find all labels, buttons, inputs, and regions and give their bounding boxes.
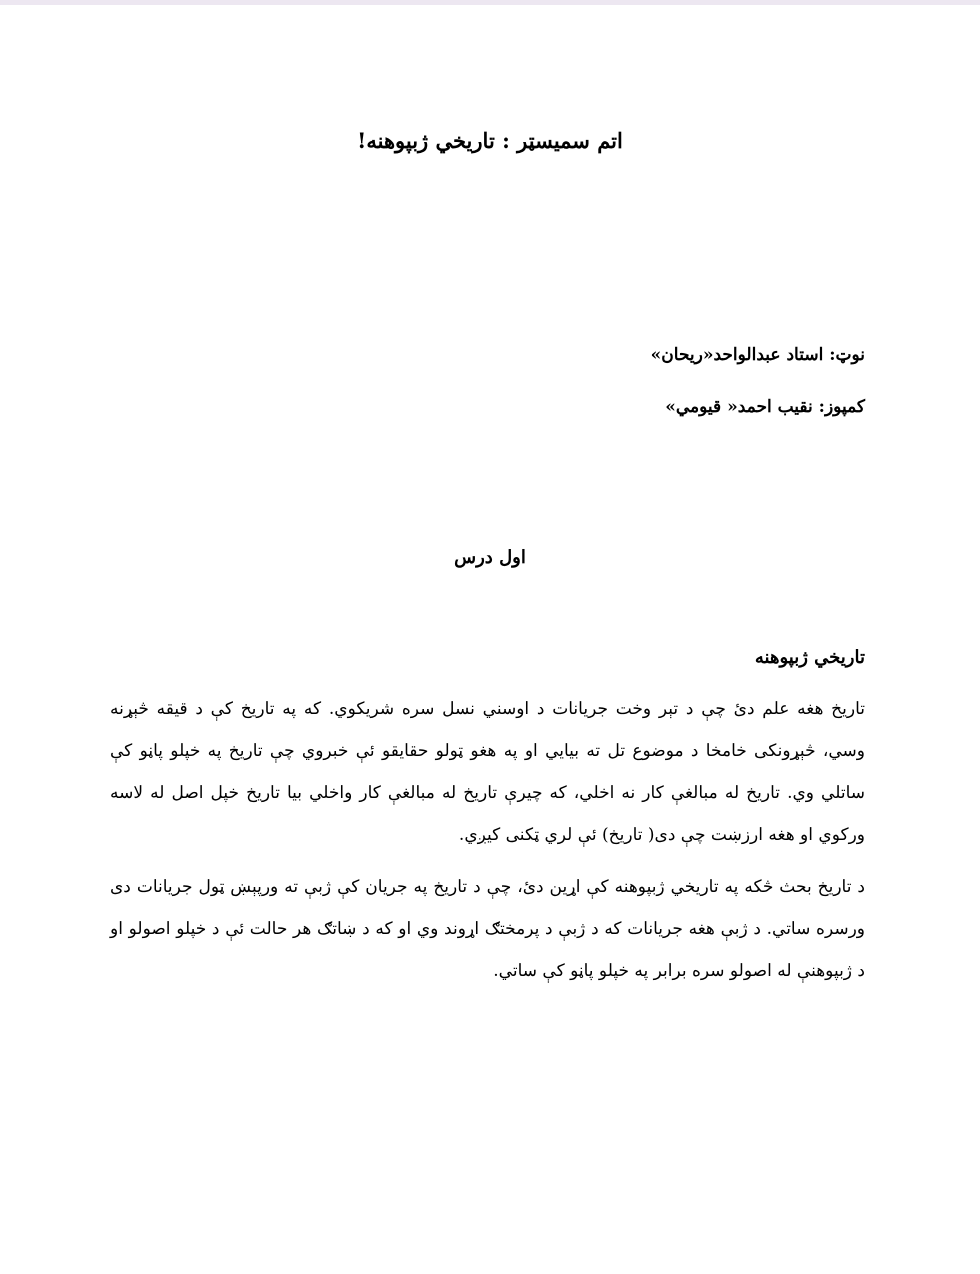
section-heading: تاریخي ژبپوهنه	[754, 647, 865, 668]
paragraph-1: تاریخ هغه علم دئ چې د تېر وخت جریانات د اوسني نسل سره شریکوي. که په تاریخ کې د قیقه څېړنه وسي، څېړونکی خامخا د موضوع تل ته بیایي او په هغو ټولو حقایقو ئې خبروي چې تاریخ په خپلو پاڼو کې ساتلي وي. تاریخ له مبالغې کار نه اخلي، که چیرې تاریخ له مبالغې کار واخلي بیا تاریخ خپل اصل له لاسه ورکوي او هغه ارزښت چې دی( تاریخ) ئې لري ټکنی کیږي.	[110, 699, 865, 845]
composer-line: کمپوز: نقیب احمد« قیومي»	[665, 397, 865, 417]
document-title: اتم سمیسټر : تاریخي ژبپوهنه!	[357, 128, 623, 153]
lesson-title: اول درس	[454, 547, 526, 568]
author-line: نوټ: استاد عبدالواحد«ریحان»	[650, 345, 865, 365]
paragraph-2: د تاریخ بحث څکه په تاریخي ژبپوهنه کې اړین دئ، چې د تاریخ په جریان کې ژبې ته ورپېښ ټول جریانات دی ورسره ساتي. د ژبې هغه جریانات که د ژبې د پرمختګ اړوند وي او که د ښاتګ هر حالت ئې د خپلو اصولو او د ژبپوهنې له اصولو سره برابر په خپلو پاڼو کې ساتي.	[110, 877, 865, 981]
